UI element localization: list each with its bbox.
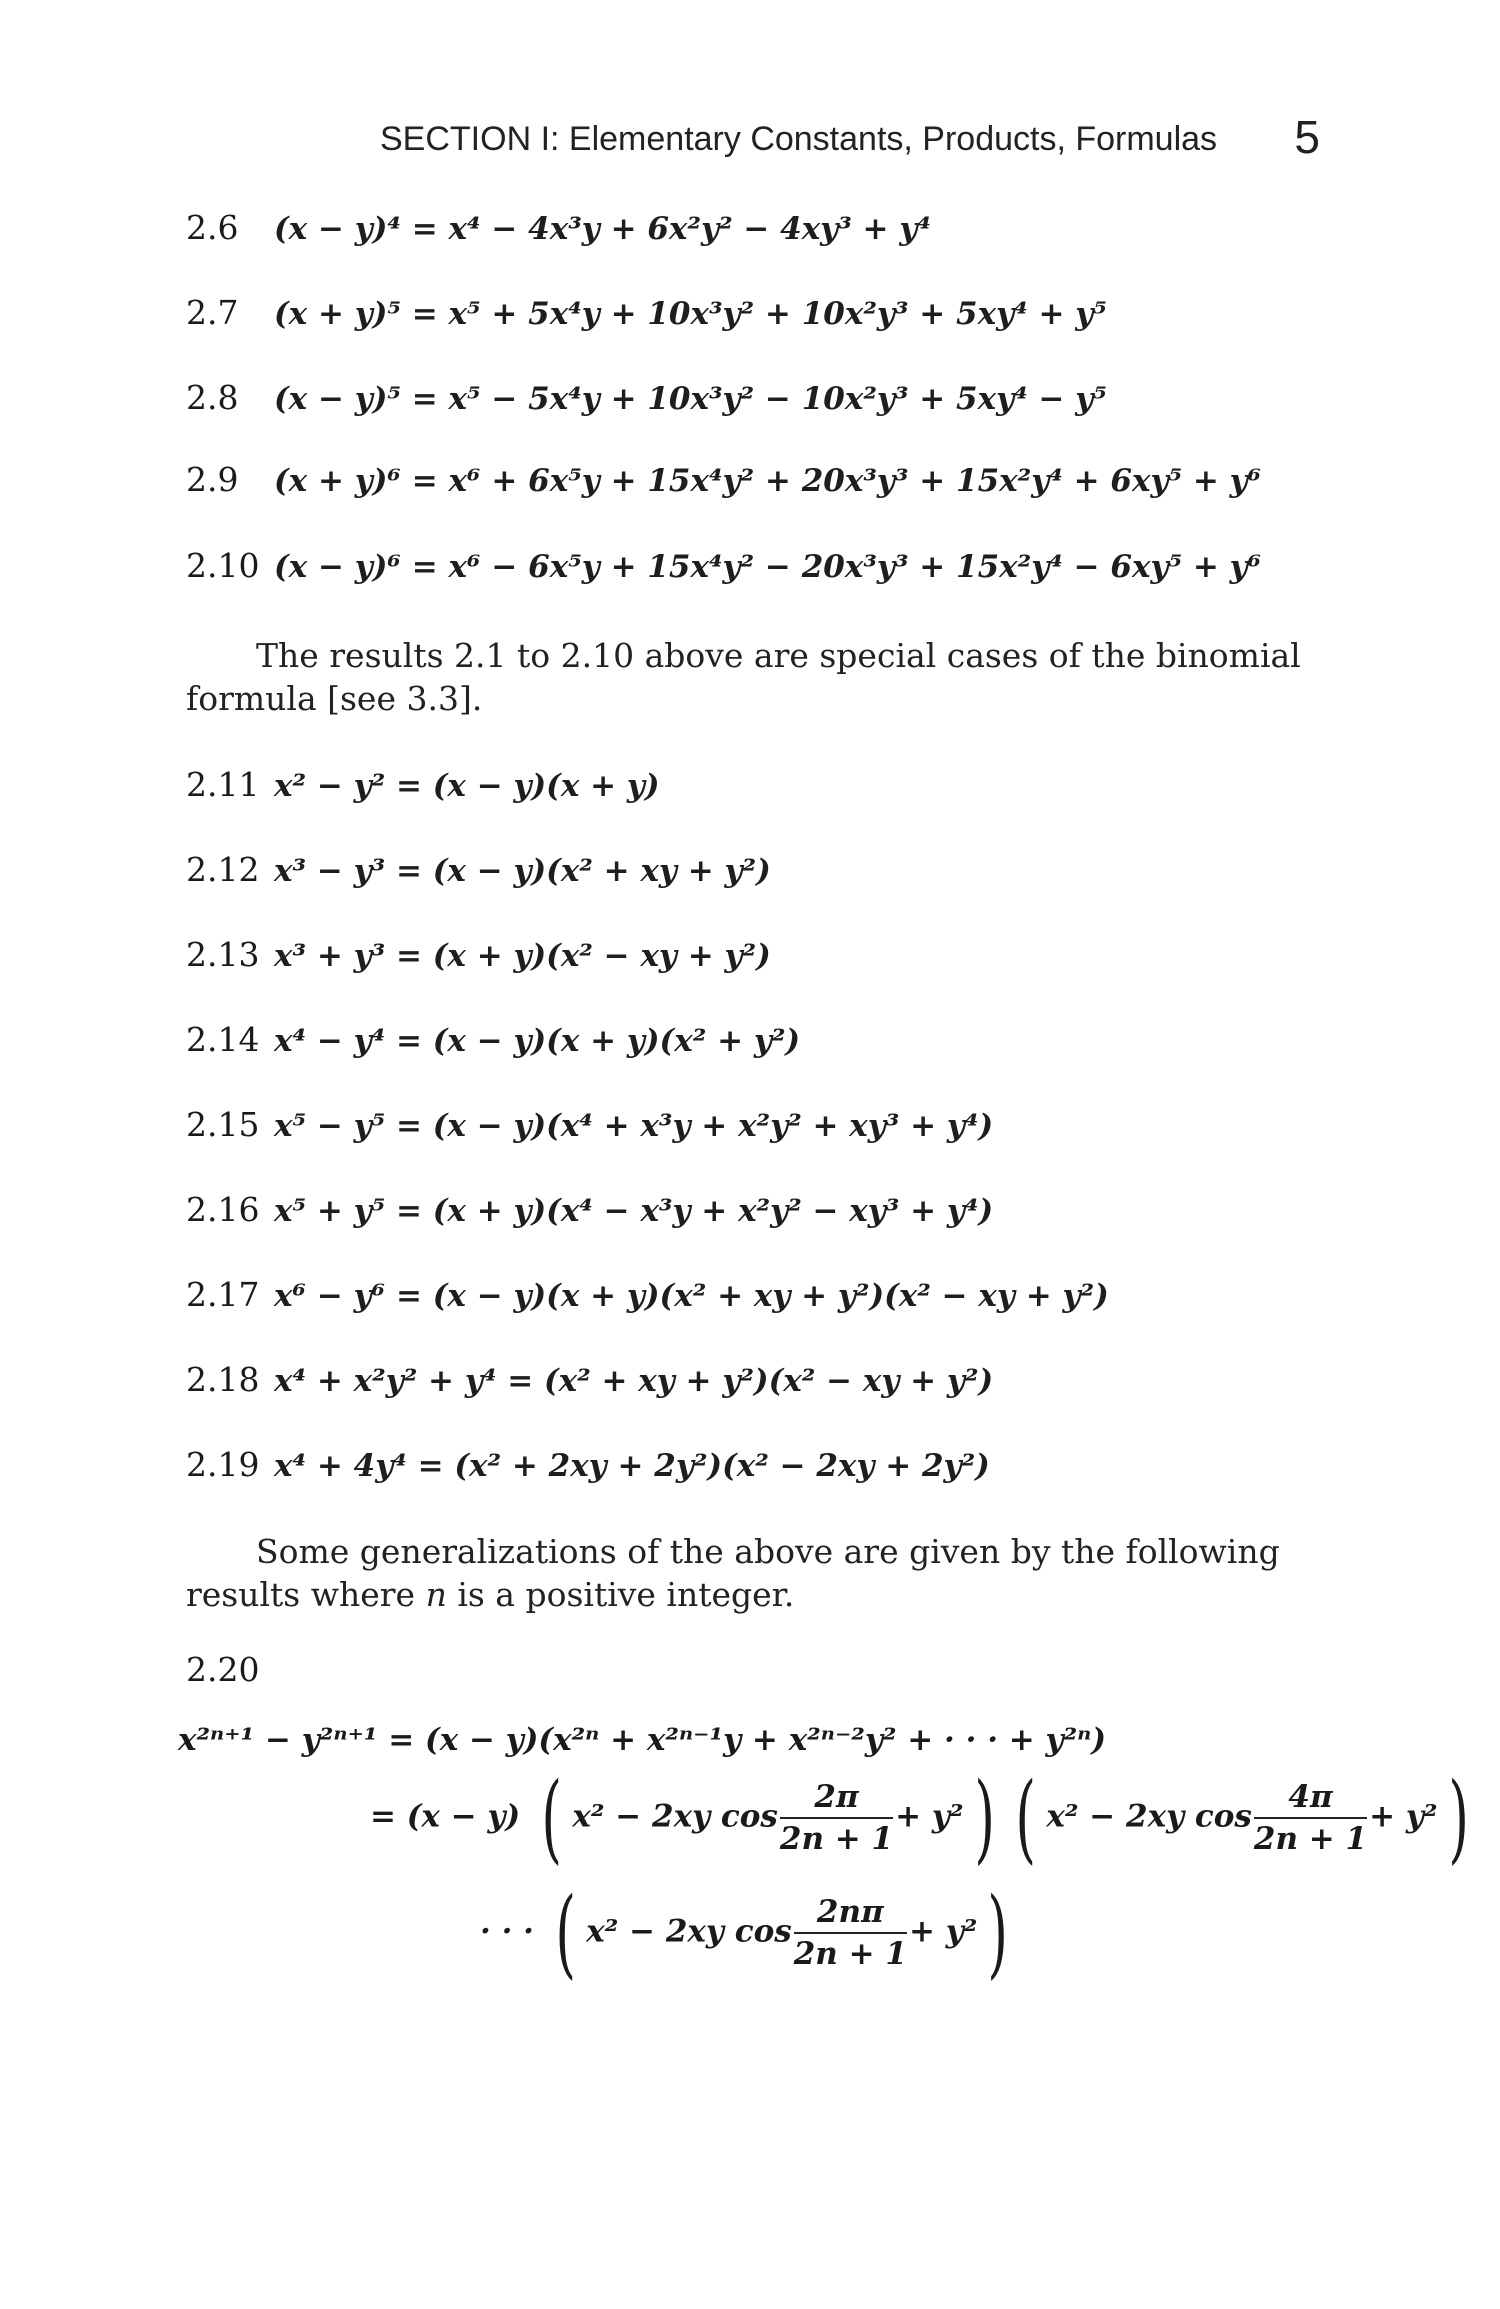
right-paren: ) xyxy=(1447,1762,1469,1874)
equation-formula: x⁵ + y⁵ = (x + y)(x⁴ − x³y + x²y² − xy³ + y⁴) xyxy=(274,1193,994,1229)
equation-2-18 xyxy=(186,1360,993,1416)
ellipsis: · · · xyxy=(480,1913,534,1950)
equation-number: 2.6 xyxy=(186,208,239,247)
fraction-numerator: 2nπ xyxy=(794,1894,907,1934)
running-header xyxy=(380,110,1320,170)
equation-formula: x⁶ − y⁶ = (x − y)(x + y)(x² + xy + y²)(x² − xy + y²) xyxy=(274,1278,1109,1314)
page-number: 5 xyxy=(1294,111,1320,163)
equation-2-20-line2 xyxy=(370,1762,1479,1874)
term-suffix: + y² xyxy=(1369,1798,1438,1835)
equation-2-9 xyxy=(186,460,1261,516)
equation-formula: (x − y)⁶ = x⁶ − 6x⁵y + 15x⁴y² − 20x³y³ + 15x²y⁴ − 6xy⁵ + y⁶ xyxy=(274,549,1262,585)
fraction-numerator: 2π xyxy=(780,1779,893,1819)
equation-2-20 xyxy=(170,1700,1469,2060)
equation-formula: (x − y)⁴ = x⁴ − 4x³y + 6x²y² − 4xy³ + y⁴ xyxy=(274,211,931,247)
fraction-numerator: 4π xyxy=(1254,1779,1367,1819)
equation-number: 2.7 xyxy=(186,293,239,332)
equation-number: 2.14 xyxy=(186,1020,260,1059)
equation-number: 2.18 xyxy=(186,1360,260,1399)
equation-number: 2.17 xyxy=(186,1275,260,1314)
equation-2-7 xyxy=(186,293,1107,349)
equation-2-14 xyxy=(186,1020,800,1076)
equation-2-11 xyxy=(186,765,660,821)
fraction-denominator: 2n + 1 xyxy=(779,1821,894,1857)
fraction-4pi xyxy=(1254,1779,1367,1857)
paragraph-line: Some generalizations of the above are given by the following xyxy=(256,1532,1280,1571)
equation-formula: x² − y² = (x − y)(x + y) xyxy=(274,768,660,804)
term-suffix: + y² xyxy=(908,1913,978,1950)
left-paren: ( xyxy=(541,1762,562,1874)
section-title: SECTION I: Elementary Constants, Products, Formulas xyxy=(380,120,1218,158)
equation-2-19 xyxy=(186,1445,990,1501)
left-paren: ( xyxy=(1015,1762,1036,1874)
term-prefix: x² − 2xy cos xyxy=(1046,1798,1252,1835)
equation-2-20-line1: x²ⁿ⁺¹ − y²ⁿ⁺¹ = (x − y)(x²ⁿ + x²ⁿ⁻¹y + x²ⁿ⁻²y² + · · · + y²ⁿ) xyxy=(178,1722,1107,1758)
equation-2-15 xyxy=(186,1105,993,1161)
equation-number: 2.13 xyxy=(186,935,260,974)
paragraph-line: formula [see 3.3]. xyxy=(186,679,483,718)
left-paren: ( xyxy=(555,1877,576,1989)
equation-2-8 xyxy=(186,378,1107,434)
equation-formula: x³ − y³ = (x − y)(x² + xy + y²) xyxy=(274,853,771,889)
equation-number: 2.20 xyxy=(186,1650,260,1689)
paragraph-line: The results 2.1 to 2.10 above are special cases of the binomial xyxy=(256,636,1301,675)
paragraph-generalizations xyxy=(186,1530,1316,1616)
right-paren: ) xyxy=(987,1877,1009,1989)
paragraph-line xyxy=(186,1573,1316,1616)
equation-2-10 xyxy=(186,546,1261,602)
equation-number: 2.15 xyxy=(186,1105,260,1144)
equation-2-16 xyxy=(186,1190,993,1246)
term-prefix: x² − 2xy cos xyxy=(586,1913,792,1950)
equation-2-20-number xyxy=(186,1650,274,1706)
fraction-2pi xyxy=(780,1779,893,1857)
term-prefix: x² − 2xy cos xyxy=(572,1798,778,1835)
equation-formula: (x − y)⁵ = x⁵ − 5x⁴y + 10x³y² − 10x²y³ + 5xy⁴ − y⁵ xyxy=(274,381,1107,417)
fraction-denominator: 2n + 1 xyxy=(793,1936,907,1972)
paragraph-binomial-note xyxy=(186,634,1316,720)
equation-number: 2.12 xyxy=(186,850,260,889)
equation-number: 2.11 xyxy=(186,765,260,804)
equation-number: 2.9 xyxy=(186,460,239,499)
equation-formula: x⁵ − y⁵ = (x − y)(x⁴ + x³y + x²y² + xy³ + y⁴) xyxy=(274,1108,994,1144)
equation-number: 2.16 xyxy=(186,1190,260,1229)
equation-formula: x⁴ + x²y² + y⁴ = (x² + xy + y²)(x² − xy + y²) xyxy=(274,1363,994,1399)
equation-number: 2.19 xyxy=(186,1445,260,1484)
fraction-denominator: 2n + 1 xyxy=(1253,1821,1368,1857)
text-fragment: results where xyxy=(186,1575,426,1614)
equation-formula: (x + y)⁵ = x⁵ + 5x⁴y + 10x³y² + 10x²y³ + 5xy⁴ + y⁵ xyxy=(274,296,1107,332)
equation-number: 2.10 xyxy=(186,546,260,585)
text-fragment: is a positive integer. xyxy=(446,1575,795,1614)
equation-formula: x³ + y³ = (x + y)(x² − xy + y²) xyxy=(274,938,771,974)
fraction-2npi xyxy=(794,1894,907,1972)
equation-2-17 xyxy=(186,1275,1109,1331)
equation-2-13 xyxy=(186,935,771,991)
right-paren: ) xyxy=(973,1762,995,1874)
equals-factor: = (x − y) xyxy=(370,1798,521,1835)
equation-formula: x⁴ + 4y⁴ = (x² + 2xy + 2y²)(x² − 2xy + 2y²) xyxy=(274,1448,990,1484)
term-suffix: + y² xyxy=(895,1798,964,1835)
equation-formula: (x + y)⁶ = x⁶ + 6x⁵y + 15x⁴y² + 20x³y³ + 15x²y⁴ + 6xy⁵ + y⁶ xyxy=(274,463,1262,499)
equation-2-12 xyxy=(186,850,771,906)
equation-2-20-line3 xyxy=(480,1877,1019,1989)
equation-2-6 xyxy=(186,208,931,264)
equation-number: 2.8 xyxy=(186,378,239,417)
equation-formula: x⁴ − y⁴ = (x − y)(x + y)(x² + y²) xyxy=(274,1023,801,1059)
variable-n: n xyxy=(425,1575,447,1614)
